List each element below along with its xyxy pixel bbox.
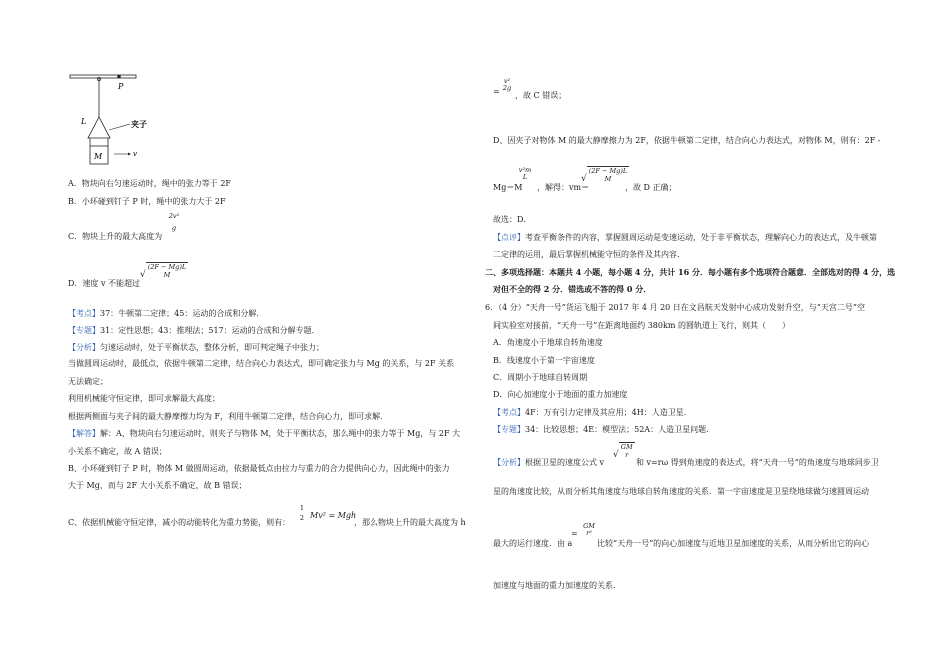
q6-fenxi-line-3-fraction	[582, 523, 596, 537]
q6-fenxi-sqrt-den: r	[625, 451, 629, 459]
section-heading-2: 对但不全的得 2 分．错选或不答的得 0 分．	[493, 284, 652, 294]
zhuanti-tag: 【专题】	[68, 326, 100, 335]
question-6-line-2: 间实验室对接前，“天舟一号”在距离地面约 380km 的圆轨道上飞行，则其（ ）	[493, 321, 790, 330]
fenxi-line-2: 当做圆周运动时，最低点，依据牛顿第二定律，结合向心力表达式，即可确定张力与 Mg 的关系，与 2F 关系	[68, 359, 455, 368]
q6-zhuanti-text: 34：比较思想；4E：模型法；52A：人造卫星问题．	[525, 425, 715, 434]
d-line-2-sqrt-num: (2F − Mg)L	[588, 167, 628, 175]
label-p: P	[118, 82, 124, 91]
fenxi-line-4: 利用机械能守恒定律，即可求解最大高度；	[68, 394, 220, 403]
fenxi-line-1	[68, 342, 324, 353]
q6-fenxi-line-1b: 和 v=rω 得到角速度的表达式，将“天舟一号”的角速度与地球同步卫	[636, 458, 879, 467]
option-b: B．小环碰到钉子 P 时，绳中的张力大于 2F	[68, 197, 226, 206]
kaodian-line	[68, 308, 264, 319]
d-line-2-prefix: Mg＝M	[493, 183, 523, 192]
d-line-2-fraction	[518, 167, 532, 181]
jieda-5-tail: ，那么物块上升的最大高度为 h	[354, 518, 466, 527]
nail-p	[117, 75, 121, 79]
question-6-option-d: D．向心加速度小于地面的重力加速度	[493, 390, 628, 399]
jieda-5-numerator: 1	[299, 504, 305, 512]
question-6-option-b: B．线速度小于第一宇宙速度	[493, 356, 595, 365]
q6-kaodian-text: 4F：万有引力定律及其应用；4H：人造卫星．	[525, 408, 692, 417]
top-denominator: 2g	[502, 84, 512, 92]
q6-kaodian-line	[493, 407, 692, 418]
jieda-5-equation: Mv² = Mgh	[310, 511, 357, 520]
d-line-2-sqrt-den: M	[604, 175, 612, 183]
question-6-option-c: C．周期小于地球自转周期	[493, 373, 588, 382]
fenxi-tag: 【分析】	[68, 343, 100, 352]
option-a: A．物块向右匀速运动时，绳中的张力等于 2F	[68, 179, 231, 188]
answer-line: 故选：D．	[493, 215, 532, 224]
jieda-text-1: 解：A、物块向右匀速运动时，则夹子与物体 M，处于平衡状态，那么绳中的张力等于 Mg，与 2F 大	[100, 429, 461, 438]
dianping-line-1	[493, 232, 877, 243]
d-line-2-sqrt: √ (2F − Mg)L M	[581, 167, 628, 184]
fenxi-text-1: 匀速运动时，处于平衡状态，整体分析，即可判定绳子中张力；	[100, 343, 324, 352]
q6-fenxi-line-3-eq: =	[571, 529, 578, 538]
dianping-line-2: 二定律的运用，最后掌握机械能守恒的条件及其内容．	[493, 250, 685, 259]
option-d-sqrt-den: M	[163, 271, 171, 279]
jieda-5-denominator: 2	[299, 514, 305, 522]
q6-kaodian-tag: 【考点】	[493, 408, 525, 417]
option-c-fraction	[165, 213, 183, 232]
jieda-5-fraction	[298, 505, 306, 522]
clip	[88, 117, 110, 138]
q6-fenxi-line-3-denominator: r²	[586, 529, 592, 537]
q6-fenxi-line-3b: 比较“天舟一号”的向心加速度与近地卫星加速度的关系，从而分析出它的向心	[597, 539, 870, 548]
d-line-2-numerator: v²m	[518, 166, 532, 174]
jieda-line-3: B、小环碰到钉子 P 时，物体 M 做圆周运动，依据最低点由拉力与重力的合力提供向心力，因此绳中的张力	[68, 464, 450, 473]
q6-fenxi-sqrt-num: GM	[620, 443, 633, 451]
option-c-numerator: 2v²	[168, 212, 180, 220]
dianping-tag: 【点评】	[493, 233, 525, 242]
question-6-line-1: 6．（4 分）“天舟一号”货运飞船于 2017 年 4 月 20 日在文昌航天发射中心成功发射升空，与“天宫二号”空	[485, 303, 865, 312]
jieda-line-5: C、依据机械能守恒定律，减小的动能转化为重力势能，则有：	[68, 518, 291, 527]
label-clip: 夹子	[131, 119, 147, 129]
q6-fenxi-sqrt: √ GM r	[613, 443, 633, 460]
top-eq-prefix: =	[493, 87, 500, 96]
rope-clip-diagram	[68, 72, 168, 172]
q6-fenxi-line-1a	[493, 457, 604, 468]
label-m: M	[94, 152, 103, 161]
jieda-tag: 【解答】	[68, 429, 100, 438]
q6-fenxi-line-4: 加速度与地面的重力加速度的关系．	[493, 581, 621, 590]
kaodian-text: 37：牛顿第二定律；45：运动的合成和分解．	[100, 309, 265, 318]
q6-zhuanti-line	[493, 424, 714, 435]
q6-fenxi-line-3-numerator: GM	[583, 522, 595, 530]
q6-zhuanti-tag: 【专题】	[493, 425, 525, 434]
fenxi-line-5: 根据两侧面与夹子间的最大静摩擦力均为 F，利用牛顿第二定律，结合向心力，即可求解．	[68, 412, 389, 421]
jieda-line-1	[68, 428, 460, 439]
q6-fenxi-tag: 【分析】	[493, 458, 525, 467]
top-numerator: v²	[503, 77, 511, 85]
ceiling-rod	[70, 75, 136, 78]
d-line-2-mid: ，解得：vm＝	[537, 183, 590, 192]
q6-fenxi-line-2: 星的角速度比较，从而分析其角速度与地球自转角速度的关系．第一宇宙速度是卫星绕地球做匀速圆周运动	[493, 487, 869, 496]
kaodian-tag: 【考点】	[68, 309, 100, 318]
fenxi-line-3: 无法确定；	[68, 377, 108, 386]
section-heading-1: 二、多项选择题：本题共 4 小题，每小题 4 分，共计 16 分．每小题有多个选项符合题意．全部选对的得 4 分，选	[485, 267, 896, 277]
d-line-1: D、因夹子对物体 M 的最大静摩擦力为 2F，依据牛顿第二定律，结合向心力表达式，对物体 M，则有：2F -	[493, 136, 881, 145]
label-l: L	[81, 117, 87, 126]
option-d-sqrt: √ (2F − Mg)L M	[140, 263, 187, 280]
d-line-2-tail: ，故 D 正确；	[625, 183, 677, 192]
option-d: D．速度 v 不能超过	[68, 279, 141, 288]
velocity-arrowhead	[128, 153, 131, 156]
question-6-option-a: A．角速度小于地球自转角速度	[493, 338, 603, 347]
jieda-line-4: 大于 Mg，而与 2F 大小关系不确定，故 B 错误；	[68, 481, 247, 490]
option-c: C．物块上升的最大高度为	[68, 232, 163, 241]
q6-fenxi-line-3a: 最大的运行速度．由 a	[493, 539, 573, 548]
option-c-denominator: g	[171, 224, 177, 232]
top-tail: ，故 C 错误；	[515, 91, 567, 100]
jieda-line-2: 小关系不确定，故 A 错误；	[68, 447, 167, 456]
zhuanti-line	[68, 325, 320, 336]
top-fraction	[501, 78, 513, 92]
dianping-text-1: 考查平衡条件的内容，掌握圆周运动是变速运动，处于非平衡状态，理解向心力的表达式，及牛顿第	[525, 233, 877, 242]
q6-fenxi-text-1a: 根据卫星的速度公式 v	[525, 458, 605, 467]
label-v: v	[133, 150, 137, 158]
d-line-2-denominator: L	[522, 173, 528, 181]
pointer-line	[109, 124, 130, 130]
option-d-sqrt-num: (2F − Mg)L	[147, 263, 187, 271]
zhuanti-text: 31：定性思想；43：推理法；517：运动的合成和分解专题．	[100, 326, 320, 335]
